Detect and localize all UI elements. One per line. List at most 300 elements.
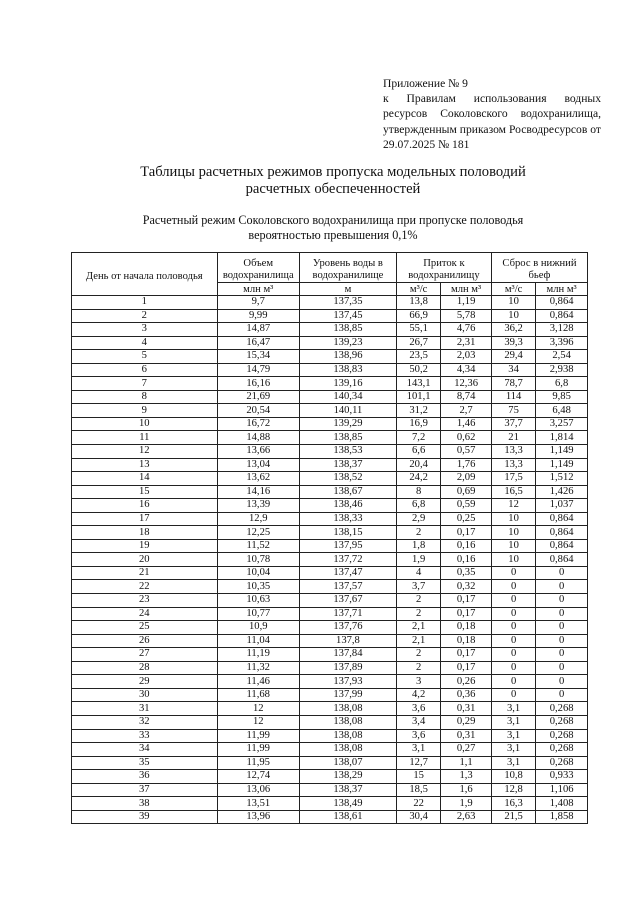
day-cell: 31 bbox=[72, 702, 218, 716]
inflow-volume-cell: 0,27 bbox=[441, 743, 492, 757]
day-cell: 20 bbox=[72, 553, 218, 567]
inflow-rate-cell: 15 bbox=[396, 770, 440, 784]
unit-volume: млн м³ bbox=[217, 283, 299, 296]
unit-level: м bbox=[299, 283, 396, 296]
discharge-volume-cell: 1,814 bbox=[536, 431, 588, 445]
volume-cell: 16,16 bbox=[217, 377, 299, 391]
discharge-volume-cell: 2,54 bbox=[536, 350, 588, 364]
volume-cell: 12 bbox=[217, 715, 299, 729]
table-row bbox=[72, 512, 588, 526]
day-cell: 17 bbox=[72, 512, 218, 526]
inflow-rate-cell: 26,7 bbox=[396, 336, 440, 350]
inflow-rate-cell: 66,9 bbox=[396, 309, 440, 323]
level-cell: 137,35 bbox=[299, 296, 396, 310]
level-cell: 139,16 bbox=[299, 377, 396, 391]
discharge-rate-cell: 10 bbox=[491, 296, 535, 310]
level-cell: 138,07 bbox=[299, 756, 396, 770]
day-cell: 4 bbox=[72, 336, 218, 350]
day-cell: 14 bbox=[72, 472, 218, 486]
title-line-2: расчетных обеспеченностей bbox=[245, 181, 421, 197]
inflow-volume-cell: 0,59 bbox=[441, 499, 492, 513]
discharge-volume-cell: 0 bbox=[536, 648, 588, 662]
table-row bbox=[72, 323, 588, 337]
table-row bbox=[72, 363, 588, 377]
discharge-volume-cell: 0,864 bbox=[536, 512, 588, 526]
volume-cell: 12 bbox=[217, 702, 299, 716]
discharge-rate-cell: 0 bbox=[491, 566, 535, 580]
discharge-volume-cell: 9,85 bbox=[536, 390, 588, 404]
level-cell: 137,47 bbox=[299, 566, 396, 580]
inflow-rate-cell: 18,5 bbox=[396, 783, 440, 797]
table-row bbox=[72, 566, 588, 580]
discharge-volume-cell: 0,268 bbox=[536, 729, 588, 743]
inflow-rate-cell: 50,2 bbox=[396, 363, 440, 377]
volume-cell: 11,95 bbox=[217, 756, 299, 770]
table-row bbox=[72, 390, 588, 404]
level-cell: 137,57 bbox=[299, 580, 396, 594]
inflow-volume-cell: 12,36 bbox=[441, 377, 492, 391]
inflow-volume-cell: 0,26 bbox=[441, 675, 492, 689]
level-cell: 137,67 bbox=[299, 594, 396, 608]
inflow-rate-cell: 3,6 bbox=[396, 702, 440, 716]
inflow-rate-cell: 23,5 bbox=[396, 350, 440, 364]
inflow-volume-cell: 1,3 bbox=[441, 770, 492, 784]
day-cell: 9 bbox=[72, 404, 218, 418]
day-cell: 5 bbox=[72, 350, 218, 364]
day-cell: 22 bbox=[72, 580, 218, 594]
volume-cell: 11,68 bbox=[217, 688, 299, 702]
inflow-volume-cell: 0,32 bbox=[441, 580, 492, 594]
day-cell: 36 bbox=[72, 770, 218, 784]
level-cell: 138,08 bbox=[299, 702, 396, 716]
discharge-volume-cell: 3,257 bbox=[536, 417, 588, 431]
table-body bbox=[72, 296, 588, 824]
table-row bbox=[72, 431, 588, 445]
day-cell: 32 bbox=[72, 715, 218, 729]
inflow-volume-cell: 1,1 bbox=[441, 756, 492, 770]
table-row bbox=[72, 702, 588, 716]
discharge-rate-cell: 37,7 bbox=[491, 417, 535, 431]
inflow-volume-cell: 0,57 bbox=[441, 445, 492, 459]
day-cell: 15 bbox=[72, 485, 218, 499]
discharge-rate-cell: 13,3 bbox=[491, 445, 535, 459]
volume-cell: 10,35 bbox=[217, 580, 299, 594]
day-cell: 3 bbox=[72, 323, 218, 337]
inflow-volume-cell: 0,62 bbox=[441, 431, 492, 445]
discharge-volume-cell: 0,864 bbox=[536, 296, 588, 310]
document-title bbox=[0, 164, 640, 198]
inflow-rate-cell: 2 bbox=[396, 661, 440, 675]
discharge-volume-cell: 1,858 bbox=[536, 810, 588, 824]
table-row bbox=[72, 743, 588, 757]
inflow-rate-cell: 2,1 bbox=[396, 634, 440, 648]
table-row bbox=[72, 756, 588, 770]
discharge-rate-cell: 3,1 bbox=[491, 729, 535, 743]
discharge-rate-cell: 0 bbox=[491, 634, 535, 648]
header-volume: Объем водохранилища bbox=[217, 253, 299, 283]
inflow-volume-cell: 1,46 bbox=[441, 417, 492, 431]
discharge-rate-cell: 78,7 bbox=[491, 377, 535, 391]
inflow-rate-cell: 24,2 bbox=[396, 472, 440, 486]
level-cell: 138,53 bbox=[299, 445, 396, 459]
inflow-rate-cell: 2 bbox=[396, 594, 440, 608]
inflow-rate-cell: 2,1 bbox=[396, 621, 440, 635]
volume-cell: 12,25 bbox=[217, 526, 299, 540]
volume-cell: 11,99 bbox=[217, 729, 299, 743]
day-cell: 30 bbox=[72, 688, 218, 702]
volume-cell: 14,16 bbox=[217, 485, 299, 499]
discharge-volume-cell: 1,426 bbox=[536, 485, 588, 499]
table-row bbox=[72, 539, 588, 553]
volume-cell: 11,46 bbox=[217, 675, 299, 689]
discharge-rate-cell: 21 bbox=[491, 431, 535, 445]
volume-cell: 12,74 bbox=[217, 770, 299, 784]
discharge-rate-cell: 0 bbox=[491, 648, 535, 662]
day-cell: 19 bbox=[72, 539, 218, 553]
discharge-rate-cell: 16,5 bbox=[491, 485, 535, 499]
discharge-volume-cell: 0,268 bbox=[536, 743, 588, 757]
table-row bbox=[72, 797, 588, 811]
inflow-rate-cell: 31,2 bbox=[396, 404, 440, 418]
discharge-volume-cell: 0,864 bbox=[536, 553, 588, 567]
discharge-volume-cell: 1,106 bbox=[536, 783, 588, 797]
discharge-volume-cell: 6,48 bbox=[536, 404, 588, 418]
discharge-rate-cell: 10 bbox=[491, 553, 535, 567]
table-row bbox=[72, 553, 588, 567]
level-cell: 138,29 bbox=[299, 770, 396, 784]
level-cell: 137,76 bbox=[299, 621, 396, 635]
volume-cell: 14,87 bbox=[217, 323, 299, 337]
day-cell: 35 bbox=[72, 756, 218, 770]
discharge-rate-cell: 16,3 bbox=[491, 797, 535, 811]
volume-cell: 10,77 bbox=[217, 607, 299, 621]
inflow-volume-cell: 4,34 bbox=[441, 363, 492, 377]
volume-cell: 10,63 bbox=[217, 594, 299, 608]
inflow-volume-cell: 1,19 bbox=[441, 296, 492, 310]
discharge-rate-cell: 39,3 bbox=[491, 336, 535, 350]
inflow-rate-cell: 12,7 bbox=[396, 756, 440, 770]
day-cell: 12 bbox=[72, 445, 218, 459]
inflow-rate-cell: 6,6 bbox=[396, 445, 440, 459]
regime-table bbox=[71, 252, 588, 824]
level-cell: 138,08 bbox=[299, 743, 396, 757]
inflow-rate-cell: 2 bbox=[396, 607, 440, 621]
inflow-volume-cell: 0,18 bbox=[441, 621, 492, 635]
volume-cell: 11,99 bbox=[217, 743, 299, 757]
level-cell: 138,37 bbox=[299, 783, 396, 797]
discharge-rate-cell: 10 bbox=[491, 512, 535, 526]
discharge-volume-cell: 0 bbox=[536, 580, 588, 594]
table-row bbox=[72, 336, 588, 350]
table-row bbox=[72, 810, 588, 824]
level-cell: 140,11 bbox=[299, 404, 396, 418]
inflow-volume-cell: 0,31 bbox=[441, 702, 492, 716]
table-row bbox=[72, 648, 588, 662]
level-cell: 138,33 bbox=[299, 512, 396, 526]
discharge-rate-cell: 10,8 bbox=[491, 770, 535, 784]
discharge-rate-cell: 10 bbox=[491, 526, 535, 540]
discharge-rate-cell: 0 bbox=[491, 688, 535, 702]
inflow-rate-cell: 3,4 bbox=[396, 715, 440, 729]
discharge-volume-cell: 1,149 bbox=[536, 458, 588, 472]
day-cell: 29 bbox=[72, 675, 218, 689]
table-row bbox=[72, 715, 588, 729]
volume-cell: 13,96 bbox=[217, 810, 299, 824]
inflow-volume-cell: 0,25 bbox=[441, 512, 492, 526]
table-row bbox=[72, 350, 588, 364]
table-row bbox=[72, 580, 588, 594]
table-row bbox=[72, 634, 588, 648]
discharge-rate-cell: 3,1 bbox=[491, 702, 535, 716]
header-level: Уровень воды в водохранилище bbox=[299, 253, 396, 283]
discharge-volume-cell: 3,396 bbox=[536, 336, 588, 350]
day-cell: 2 bbox=[72, 309, 218, 323]
table-row bbox=[72, 404, 588, 418]
inflow-volume-cell: 0,31 bbox=[441, 729, 492, 743]
table-row bbox=[72, 485, 588, 499]
day-cell: 27 bbox=[72, 648, 218, 662]
inflow-rate-cell: 4 bbox=[396, 566, 440, 580]
discharge-volume-cell: 0,933 bbox=[536, 770, 588, 784]
inflow-rate-cell: 101,1 bbox=[396, 390, 440, 404]
table-row bbox=[72, 675, 588, 689]
discharge-volume-cell: 1,408 bbox=[536, 797, 588, 811]
discharge-rate-cell: 3,1 bbox=[491, 715, 535, 729]
discharge-volume-cell: 0,864 bbox=[536, 526, 588, 540]
volume-cell: 10,9 bbox=[217, 621, 299, 635]
caption-line-1: Расчетный режим Соколовского водохранилища при пропуске половодья bbox=[142, 213, 524, 227]
discharge-volume-cell: 0 bbox=[536, 675, 588, 689]
discharge-volume-cell: 1,512 bbox=[536, 472, 588, 486]
annex-number: Приложение № 9 bbox=[383, 77, 468, 90]
table-row bbox=[72, 621, 588, 635]
volume-cell: 13,62 bbox=[217, 472, 299, 486]
volume-cell: 13,51 bbox=[217, 797, 299, 811]
inflow-volume-cell: 1,6 bbox=[441, 783, 492, 797]
discharge-volume-cell: 0 bbox=[536, 607, 588, 621]
level-cell: 138,08 bbox=[299, 715, 396, 729]
unit-inflow-volume: млн м³ bbox=[441, 283, 492, 296]
discharge-rate-cell: 10 bbox=[491, 539, 535, 553]
table-row bbox=[72, 309, 588, 323]
volume-cell: 20,54 bbox=[217, 404, 299, 418]
inflow-volume-cell: 2,63 bbox=[441, 810, 492, 824]
volume-cell: 16,47 bbox=[217, 336, 299, 350]
level-cell: 138,52 bbox=[299, 472, 396, 486]
inflow-rate-cell: 2,9 bbox=[396, 512, 440, 526]
inflow-volume-cell: 0,17 bbox=[441, 648, 492, 662]
inflow-rate-cell: 3,7 bbox=[396, 580, 440, 594]
annex-reference: к Правилам использования водных ресурсов Соколовского водохранилища, утвержденным приказом Росводресурсов от 29.07.2025 № 181 bbox=[383, 92, 601, 151]
header-inflow: Приток к водохранилищу bbox=[396, 253, 491, 283]
inflow-rate-cell: 3,1 bbox=[396, 743, 440, 757]
level-cell: 137,8 bbox=[299, 634, 396, 648]
discharge-volume-cell: 0 bbox=[536, 621, 588, 635]
discharge-volume-cell: 0,864 bbox=[536, 539, 588, 553]
inflow-volume-cell: 1,76 bbox=[441, 458, 492, 472]
header-discharge: Сброс в нижний бьеф bbox=[491, 253, 587, 283]
volume-cell: 9,99 bbox=[217, 309, 299, 323]
inflow-rate-cell: 2 bbox=[396, 526, 440, 540]
volume-cell: 9,7 bbox=[217, 296, 299, 310]
table-row bbox=[72, 661, 588, 675]
discharge-volume-cell: 2,938 bbox=[536, 363, 588, 377]
day-cell: 16 bbox=[72, 499, 218, 513]
level-cell: 139,29 bbox=[299, 417, 396, 431]
inflow-volume-cell: 0,69 bbox=[441, 485, 492, 499]
inflow-volume-cell: 2,03 bbox=[441, 350, 492, 364]
inflow-volume-cell: 2,7 bbox=[441, 404, 492, 418]
level-cell: 137,72 bbox=[299, 553, 396, 567]
day-cell: 8 bbox=[72, 390, 218, 404]
volume-cell: 13,66 bbox=[217, 445, 299, 459]
discharge-volume-cell: 3,128 bbox=[536, 323, 588, 337]
inflow-rate-cell: 16,9 bbox=[396, 417, 440, 431]
level-cell: 138,08 bbox=[299, 729, 396, 743]
unit-discharge-volume: млн м³ bbox=[536, 283, 588, 296]
table-caption bbox=[0, 213, 640, 243]
inflow-rate-cell: 22 bbox=[396, 797, 440, 811]
table-row bbox=[72, 472, 588, 486]
inflow-volume-cell: 0,35 bbox=[441, 566, 492, 580]
table-row bbox=[72, 688, 588, 702]
discharge-rate-cell: 0 bbox=[491, 594, 535, 608]
discharge-rate-cell: 21,5 bbox=[491, 810, 535, 824]
unit-inflow-rate: м³/с bbox=[396, 283, 440, 296]
day-cell: 39 bbox=[72, 810, 218, 824]
discharge-volume-cell: 0 bbox=[536, 634, 588, 648]
day-cell: 24 bbox=[72, 607, 218, 621]
level-cell: 138,96 bbox=[299, 350, 396, 364]
inflow-rate-cell: 4,2 bbox=[396, 688, 440, 702]
discharge-rate-cell: 13,3 bbox=[491, 458, 535, 472]
day-cell: 10 bbox=[72, 417, 218, 431]
table-row bbox=[72, 770, 588, 784]
annex-block bbox=[383, 76, 601, 152]
volume-cell: 14,79 bbox=[217, 363, 299, 377]
level-cell: 138,61 bbox=[299, 810, 396, 824]
inflow-volume-cell: 5,78 bbox=[441, 309, 492, 323]
day-cell: 11 bbox=[72, 431, 218, 445]
day-cell: 13 bbox=[72, 458, 218, 472]
discharge-rate-cell: 0 bbox=[491, 607, 535, 621]
day-cell: 23 bbox=[72, 594, 218, 608]
discharge-volume-cell: 0 bbox=[536, 594, 588, 608]
volume-cell: 14,88 bbox=[217, 431, 299, 445]
discharge-volume-cell: 1,149 bbox=[536, 445, 588, 459]
inflow-rate-cell: 55,1 bbox=[396, 323, 440, 337]
inflow-rate-cell: 8 bbox=[396, 485, 440, 499]
title-line-1: Таблицы расчетных режимов пропуска модельных половодий bbox=[140, 164, 526, 180]
discharge-rate-cell: 12,8 bbox=[491, 783, 535, 797]
table-row bbox=[72, 445, 588, 459]
day-cell: 38 bbox=[72, 797, 218, 811]
level-cell: 137,84 bbox=[299, 648, 396, 662]
inflow-rate-cell: 1,8 bbox=[396, 539, 440, 553]
level-cell: 138,85 bbox=[299, 323, 396, 337]
inflow-volume-cell: 1,9 bbox=[441, 797, 492, 811]
volume-cell: 21,69 bbox=[217, 390, 299, 404]
day-cell: 26 bbox=[72, 634, 218, 648]
discharge-volume-cell: 0 bbox=[536, 688, 588, 702]
caption-line-2: вероятностью превышения 0,1% bbox=[248, 228, 418, 242]
level-cell: 138,85 bbox=[299, 431, 396, 445]
volume-cell: 13,04 bbox=[217, 458, 299, 472]
volume-cell: 11,52 bbox=[217, 539, 299, 553]
header-day: День от начала половодья bbox=[72, 253, 218, 296]
table-row bbox=[72, 499, 588, 513]
discharge-rate-cell: 12 bbox=[491, 499, 535, 513]
inflow-rate-cell: 3 bbox=[396, 675, 440, 689]
table-row bbox=[72, 783, 588, 797]
inflow-volume-cell: 4,76 bbox=[441, 323, 492, 337]
day-cell: 6 bbox=[72, 363, 218, 377]
day-cell: 21 bbox=[72, 566, 218, 580]
discharge-rate-cell: 34 bbox=[491, 363, 535, 377]
volume-cell: 13,06 bbox=[217, 783, 299, 797]
discharge-rate-cell: 0 bbox=[491, 621, 535, 635]
discharge-rate-cell: 36,2 bbox=[491, 323, 535, 337]
discharge-volume-cell: 0,864 bbox=[536, 309, 588, 323]
discharge-volume-cell: 0,268 bbox=[536, 702, 588, 716]
volume-cell: 10,78 bbox=[217, 553, 299, 567]
inflow-volume-cell: 2,09 bbox=[441, 472, 492, 486]
inflow-rate-cell: 7,2 bbox=[396, 431, 440, 445]
inflow-volume-cell: 0,29 bbox=[441, 715, 492, 729]
inflow-volume-cell: 0,17 bbox=[441, 526, 492, 540]
inflow-volume-cell: 0,18 bbox=[441, 634, 492, 648]
discharge-rate-cell: 75 bbox=[491, 404, 535, 418]
discharge-volume-cell: 1,037 bbox=[536, 499, 588, 513]
inflow-volume-cell: 8,74 bbox=[441, 390, 492, 404]
inflow-rate-cell: 6,8 bbox=[396, 499, 440, 513]
discharge-rate-cell: 114 bbox=[491, 390, 535, 404]
discharge-rate-cell: 0 bbox=[491, 661, 535, 675]
level-cell: 138,37 bbox=[299, 458, 396, 472]
volume-cell: 11,32 bbox=[217, 661, 299, 675]
inflow-volume-cell: 0,17 bbox=[441, 594, 492, 608]
discharge-volume-cell: 6,8 bbox=[536, 377, 588, 391]
level-cell: 138,46 bbox=[299, 499, 396, 513]
inflow-volume-cell: 0,16 bbox=[441, 539, 492, 553]
inflow-volume-cell: 2,31 bbox=[441, 336, 492, 350]
inflow-volume-cell: 0,36 bbox=[441, 688, 492, 702]
level-cell: 137,99 bbox=[299, 688, 396, 702]
volume-cell: 10,04 bbox=[217, 566, 299, 580]
table-row bbox=[72, 594, 588, 608]
discharge-rate-cell: 3,1 bbox=[491, 743, 535, 757]
inflow-rate-cell: 3,6 bbox=[396, 729, 440, 743]
volume-cell: 12,9 bbox=[217, 512, 299, 526]
discharge-rate-cell: 0 bbox=[491, 675, 535, 689]
table-row bbox=[72, 377, 588, 391]
level-cell: 138,49 bbox=[299, 797, 396, 811]
volume-cell: 15,34 bbox=[217, 350, 299, 364]
table-row bbox=[72, 526, 588, 540]
day-cell: 37 bbox=[72, 783, 218, 797]
inflow-rate-cell: 20,4 bbox=[396, 458, 440, 472]
table-row bbox=[72, 458, 588, 472]
level-cell: 137,93 bbox=[299, 675, 396, 689]
volume-cell: 13,39 bbox=[217, 499, 299, 513]
discharge-rate-cell: 10 bbox=[491, 309, 535, 323]
table-row bbox=[72, 417, 588, 431]
volume-cell: 11,04 bbox=[217, 634, 299, 648]
inflow-rate-cell: 13,8 bbox=[396, 296, 440, 310]
inflow-rate-cell: 2 bbox=[396, 648, 440, 662]
unit-discharge-rate: м³/с bbox=[491, 283, 535, 296]
inflow-rate-cell: 30,4 bbox=[396, 810, 440, 824]
